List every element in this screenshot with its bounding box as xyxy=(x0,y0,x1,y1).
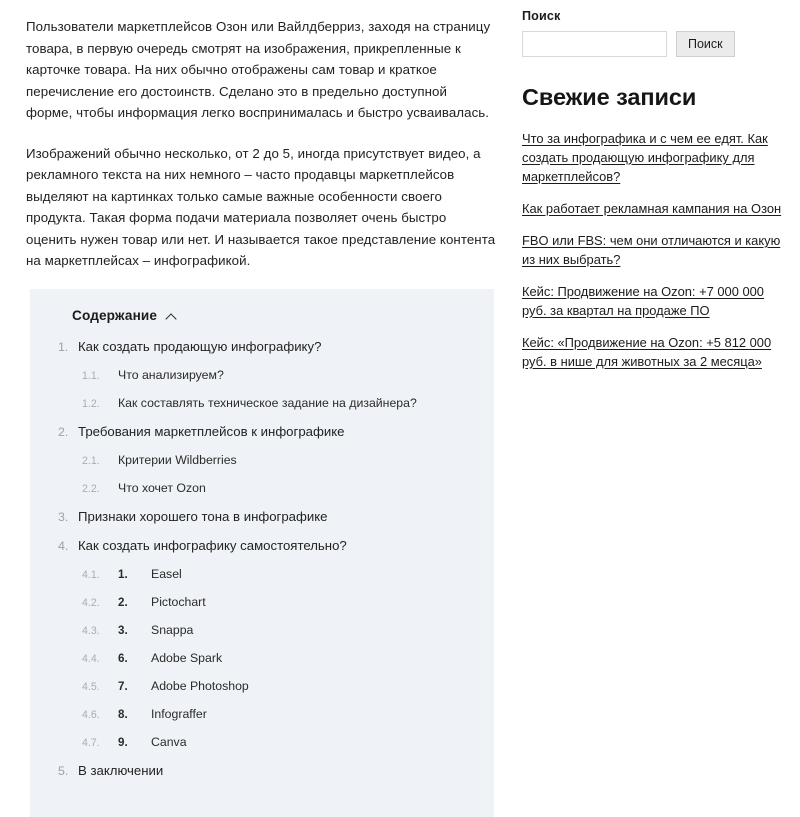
toc-item-label[interactable]: Easel xyxy=(151,566,182,581)
recent-post-link[interactable]: Как работает рекламная кампания на Озон xyxy=(522,201,782,216)
toc-item-label[interactable]: В заключении xyxy=(78,762,164,778)
toc-item-label[interactable]: Что хочет Ozon xyxy=(118,480,206,495)
toc-item-2-2[interactable] xyxy=(54,480,470,497)
toc-item-subnumber: 1. xyxy=(118,567,128,581)
list-item xyxy=(522,333,792,371)
list-item xyxy=(522,199,792,218)
toc-item-4-6[interactable] xyxy=(54,706,470,723)
toc-item-subnumber: 8. xyxy=(118,707,128,721)
recent-post-link[interactable]: Кейс: Продвижение на Ozon: +7 000 000 руб. за квартал на продаже ПО xyxy=(522,284,764,318)
toc-item-1-2[interactable] xyxy=(54,395,470,412)
toc-item-label[interactable]: Что анализируем? xyxy=(118,367,224,382)
list-item xyxy=(522,282,792,320)
toc-item-2-1[interactable] xyxy=(54,452,470,469)
search-button[interactable]: Поиск xyxy=(676,31,735,57)
toc-item-number: 4.7. xyxy=(82,736,100,749)
toc-item-label[interactable]: Как создать инфографику самостоятельно? xyxy=(78,537,347,553)
sidebar xyxy=(512,0,800,384)
toc-item-number: 1.1. xyxy=(82,369,100,382)
toc-item-number: 4.4. xyxy=(82,652,100,665)
article-paragraph-1: Пользователи маркетплейсов Озон или Вайлдберриз, заходя на страницу товара, в первую очередь смотрят на изображения, прикрепленные к карточке товара. На них обычно отображены сам товар и краткое перечисление его достоинств. Сделано это в предельно доступной форме, чтобы информация легко воспринималась и быстро усваивалась. xyxy=(26,19,491,120)
toc-item-number: 2.1. xyxy=(82,454,100,467)
toc-item-5[interactable] xyxy=(54,762,470,780)
toc-item-number: 2.2. xyxy=(82,482,100,495)
chevron-up-icon[interactable] xyxy=(166,311,177,322)
toc-item-number: 1. xyxy=(58,339,69,354)
toc-item-4-4[interactable] xyxy=(54,650,470,667)
toc-item-label[interactable]: Adobe Photoshop xyxy=(151,678,249,693)
toc-list xyxy=(54,338,470,780)
recent-post-link[interactable]: Что за инфографика и с чем ее едят. Как создать продающую инфографику для маркетплейсов? xyxy=(522,131,768,184)
toc-item-number: 4.1. xyxy=(82,568,100,581)
search-label: Поиск xyxy=(522,9,561,23)
toc-item-3[interactable] xyxy=(54,508,470,526)
toc-item-subnumber: 7. xyxy=(118,679,128,693)
toc-item-4-2[interactable] xyxy=(54,594,470,611)
list-item xyxy=(522,129,792,186)
toc-item-number: 4.3. xyxy=(82,624,100,637)
toc-item-4-1[interactable] xyxy=(54,566,470,583)
toc-item-number: 5. xyxy=(58,763,69,778)
toc-item-4-5[interactable] xyxy=(54,678,470,695)
table-of-contents-box xyxy=(30,289,494,817)
toc-item-label[interactable]: Критерии Wildberries xyxy=(118,452,237,467)
toc-item-label[interactable]: Признаки хорошего тона в инфографике xyxy=(78,508,328,524)
list-item xyxy=(522,231,792,269)
toc-item-number: 2. xyxy=(58,424,69,439)
article-paragraph-2: Изображений обычно несколько, от 2 до 5, иногда присутствует видео, а рекламного текста на них немного – часто продавцы маркетплейсов выделяют на картинках только самые важные особенности своего продукта. Такая форма подачи материала позволяет очень быстро оценить нужен товар или нет. И называется такое представление контента на маркетплейсах – инфографикой. xyxy=(26,145,496,268)
toc-item-number: 1.2. xyxy=(82,397,100,410)
toc-item-number: 3. xyxy=(58,509,69,524)
toc-item-subnumber: 2. xyxy=(118,595,128,609)
toc-item-4-3[interactable] xyxy=(54,622,470,639)
toc-item-number: 4.5. xyxy=(82,680,100,693)
toc-item-1-1[interactable] xyxy=(54,367,470,384)
toc-item-number: 4. xyxy=(58,538,69,553)
search-widget xyxy=(522,31,792,57)
toc-item-number: 4.2. xyxy=(82,596,100,609)
toc-item-label[interactable]: Infograffer xyxy=(151,706,207,721)
toc-item-label[interactable]: Snappa xyxy=(151,622,194,637)
recent-posts-heading: Свежие записи xyxy=(522,84,697,110)
toc-item-number: 4.6. xyxy=(82,708,100,721)
toc-item-1[interactable] xyxy=(54,338,470,356)
recent-posts-list xyxy=(522,129,792,371)
toc-item-4[interactable] xyxy=(54,537,470,555)
toc-item-label[interactable]: Требования маркетплейсов к инфографике xyxy=(78,423,345,439)
toc-item-4-7[interactable] xyxy=(54,734,470,751)
toc-item-subnumber: 3. xyxy=(118,623,128,637)
toc-item-label[interactable]: Adobe Spark xyxy=(151,650,223,665)
toc-item-2[interactable] xyxy=(54,423,470,441)
toc-item-label[interactable]: Как создать продающую инфографику? xyxy=(78,338,322,354)
toc-item-label[interactable]: Canva xyxy=(151,734,187,749)
toc-title: Содержание xyxy=(72,307,158,323)
recent-post-link[interactable]: Кейс: «Продвижение на Ozon: +5 812 000 руб. в нише для животных за 2 месяца» xyxy=(522,335,772,369)
toc-header[interactable] xyxy=(72,308,470,323)
recent-post-link[interactable]: FBO или FBS: чем они отличаются и какую из них выбрать? xyxy=(522,233,781,267)
toc-item-label[interactable]: Как составлять техническое задание на дизайнера? xyxy=(118,395,417,410)
toc-item-label[interactable]: Pictochart xyxy=(151,594,206,609)
toc-item-subnumber: 9. xyxy=(118,735,128,749)
search-input[interactable] xyxy=(522,31,667,57)
toc-item-subnumber: 6. xyxy=(118,651,128,665)
